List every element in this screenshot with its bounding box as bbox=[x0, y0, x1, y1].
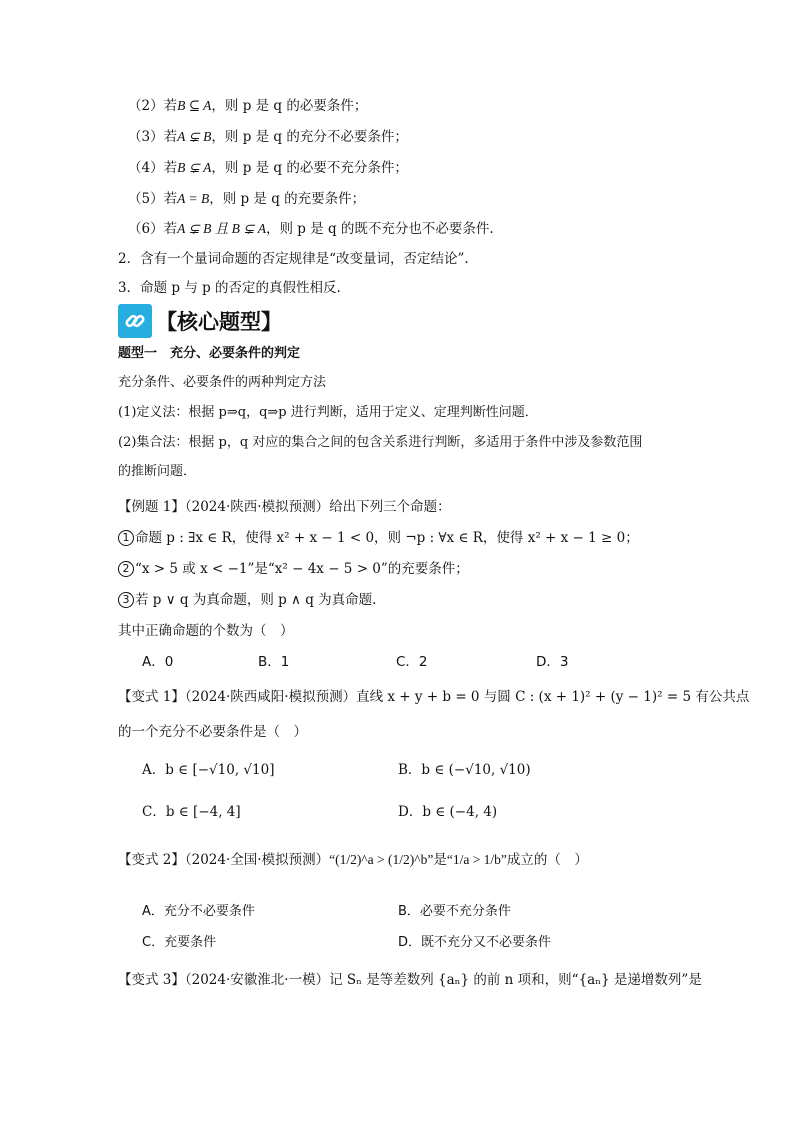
section-title: 【核心题型】 bbox=[156, 310, 282, 334]
condition-2: （2）若B ⊆ A，则 p 是 q 的必要条件； bbox=[128, 98, 368, 114]
method-2-cont: 的推断问题． bbox=[118, 464, 197, 479]
variant-2-option-d[interactable]: D．既不充分又不必要条件 bbox=[398, 935, 552, 950]
variant-1-option-b[interactable]: B．b ∈ (−√10, √10) bbox=[398, 762, 531, 778]
note-2: 2．含有一个量词命题的否定规律是“改变量词，否定结论”. bbox=[118, 251, 469, 267]
variant-3-heading: 【变式 3】（2024·安徽淮北·一模）记 Sₙ 是等差数列 {aₙ} 的前 n 项和，则“{aₙ} 是递增数列”是 bbox=[118, 972, 702, 988]
variant-2-heading: 【变式 2】（2024·全国·模拟预测）“(1/2)^a > (1/2)^b”是“1/a > 1/b”成立的（ ） bbox=[118, 852, 588, 868]
condition-4: （4）若B ⊊ A，则 p 是 q 的必要不充分条件； bbox=[128, 160, 408, 176]
example-1-item-2: 2 “x > 5 或 x < −1”是“x² − 4x − 5 > 0”的充要条件； bbox=[118, 559, 469, 579]
type-title: 题型一 充分、必要条件的判定 bbox=[118, 346, 301, 361]
variant-1-heading: 【变式 1】（2024·陕西咸阳·模拟预测）直线 x + y + b = 0 与圆 C : (x + 1)² + (y − 1)² = 5 有公共点 bbox=[118, 689, 750, 705]
variant-1-heading-cont: 的一个充分不必要条件是（ ） bbox=[118, 724, 307, 740]
variant-1-option-d[interactable]: D．b ∈ (−4, 4) bbox=[398, 804, 498, 820]
condition-6: （6）若A ⊊ B 且 B ⊊ A，则 p 是 q 的既不充分也不必要条件. bbox=[128, 221, 494, 237]
condition-3: （3）若A ⊊ B，则 p 是 q 的充分不必要条件； bbox=[128, 129, 408, 145]
example-1-item-1: 1 命题 p : ∃x ∈ R，使得 x² + x − 1 < 0，则 ¬p : ∀x ∈ R，使得 x² + x − 1 ≥ 0； bbox=[118, 528, 639, 548]
variant-2-expr-1: “(1/2)^a > (1/2)^b” bbox=[329, 852, 434, 867]
variant-2-option-a[interactable]: A．充分不必要条件 bbox=[142, 904, 255, 919]
variant-1-option-a[interactable]: A．b ∈ [−√10, √10] bbox=[142, 762, 275, 778]
variant-1-option-c[interactable]: C．b ∈ [−4, 4] bbox=[142, 804, 241, 820]
example-1-question: 其中正确命题的个数为（ ） bbox=[118, 623, 294, 639]
condition-5: （5）若A = B，则 p 是 q 的充要条件； bbox=[128, 191, 366, 207]
variant-2-option-c[interactable]: C．充要条件 bbox=[142, 935, 217, 950]
variant-2-option-b[interactable]: B．必要不充分条件 bbox=[398, 904, 511, 919]
section-header bbox=[118, 304, 282, 338]
example-1-heading: 【例题 1】（2024·陕西·模拟预测）给出下列三个命题： bbox=[118, 499, 451, 515]
note-3: 3．命题 p 与 p 的否定的真假性相反. bbox=[118, 280, 341, 296]
example-1-option-b[interactable]: B．1 bbox=[258, 654, 290, 670]
example-1-option-a[interactable]: A．0 bbox=[142, 654, 174, 670]
link-icon bbox=[118, 304, 152, 338]
example-1-option-c[interactable]: C．2 bbox=[396, 654, 428, 670]
variant-2-expr-2: “1/a > 1/b” bbox=[446, 852, 507, 867]
example-1-option-d[interactable]: D．3 bbox=[536, 654, 569, 670]
example-1-item-3: 3 若 p ∨ q 为真命题，则 p ∧ q 为真命题. bbox=[118, 590, 376, 610]
methods-title: 充分条件、必要条件的两种判定方法 bbox=[118, 375, 327, 390]
method-2: (2)集合法：根据 p，q 对应的集合之间的包含关系进行判断，多适用于条件中涉及参数范围 bbox=[118, 435, 643, 450]
method-1: (1)定义法：根据 p⇒q，q⇒p 进行判断，适用于定义、定理判断性问题． bbox=[118, 405, 538, 420]
